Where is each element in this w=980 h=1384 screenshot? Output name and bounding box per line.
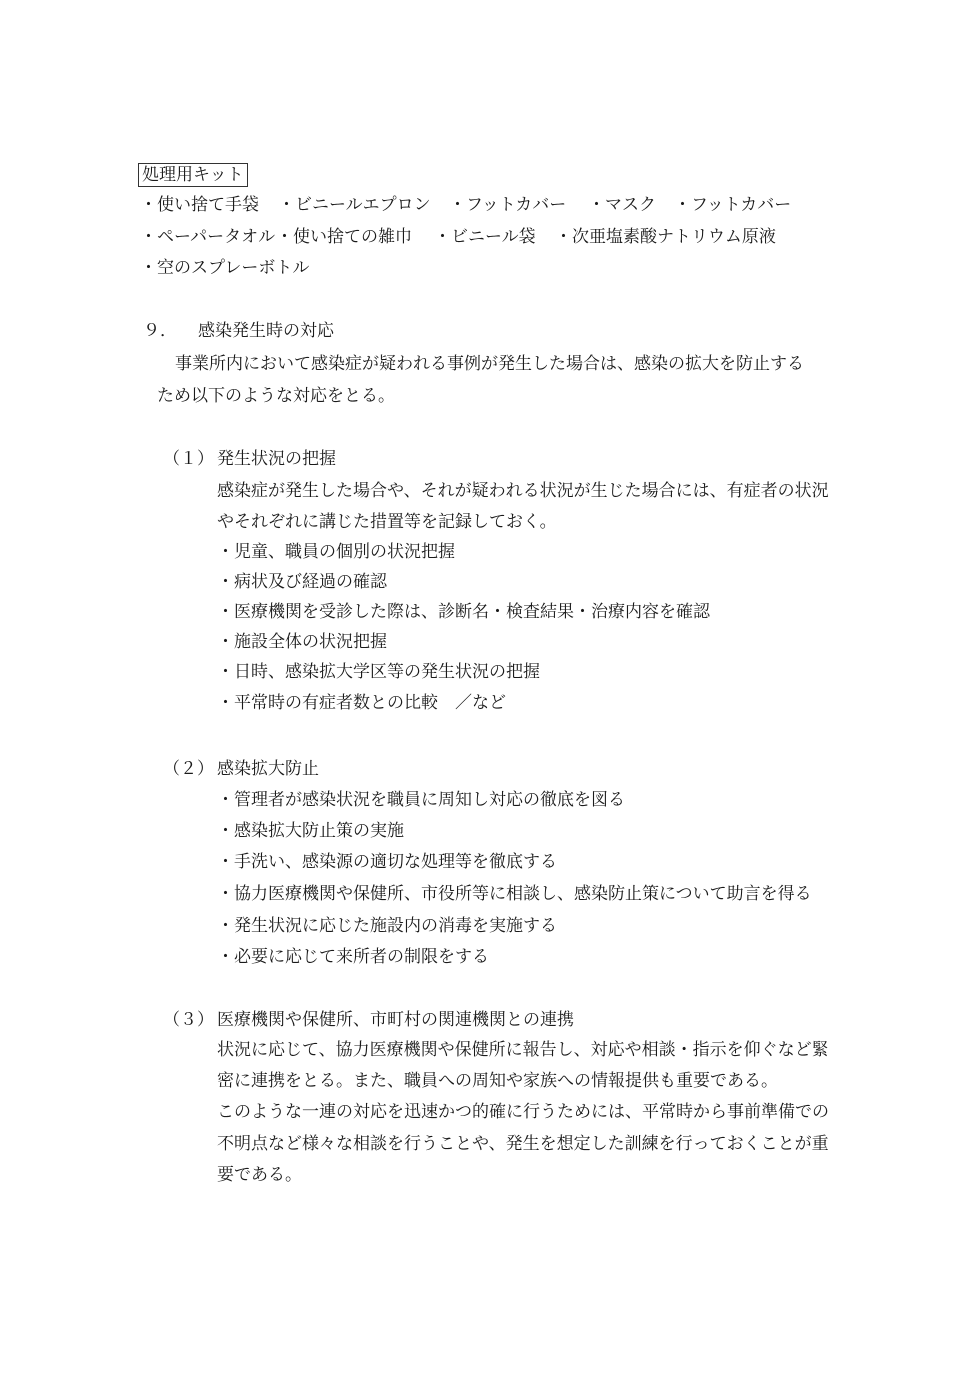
section-intro-line: 事業所内において感染症が疑われる事例が発生した場合は、感染の拡大を防止する	[175, 354, 804, 374]
subsection-number: （３）	[163, 1010, 214, 1030]
bullet-item: ・発生状況に応じた施設内の消毒を実施する	[217, 916, 557, 936]
bullet-item: ・日時、感染拡大学区等の発生状況の把握	[217, 662, 540, 682]
bullet-item: ・管理者が感染状況を職員に周知し対応の徹底を図る	[217, 790, 625, 810]
kit-item: ・ビニール袋	[434, 227, 536, 247]
section-number: ９．	[143, 321, 177, 341]
section-intro-line: ため以下のような対応をとる。	[157, 386, 395, 406]
bullet-item: ・必要に応じて来所者の制限をする	[217, 947, 489, 967]
bullet-item: ・感染拡大防止策の実施	[217, 821, 404, 841]
body-line: やそれぞれに講じた措置等を記録しておく。	[217, 512, 557, 532]
kit-item: ・使い捨て手袋	[140, 195, 259, 215]
body-line: 状況に応じて、協力医療機関や保健所に報告し、対応や相談・指示を仰ぐなど緊	[217, 1040, 829, 1060]
kit-item: ・ペーパータオル	[140, 227, 276, 247]
kit-item: ・次亜塩素酸ナトリウム原液	[555, 227, 776, 247]
section-title: 感染発生時の対応	[198, 321, 334, 341]
bullet-item: ・施設全体の状況把握	[217, 632, 387, 652]
bullet-item: ・病状及び経過の確認	[217, 572, 387, 592]
kit-item: ・フットカバー	[674, 195, 792, 215]
bullet-item: ・医療機関を受診した際は、診断名・検査結果・治療内容を確認	[217, 602, 710, 622]
kit-item: ・マスク	[588, 195, 656, 215]
body-line: 密に連携をとる。また、職員への周知や家族への情報提供も重要である。	[217, 1071, 778, 1091]
bullet-item: ・手洗い、感染源の適切な処理等を徹底する	[217, 852, 557, 872]
kit-item: ・空のスプレーボトル	[140, 258, 310, 278]
subsection-title: 医療機関や保健所、市町村の関連機関との連携	[217, 1010, 574, 1030]
bullet-item: ・平常時の有症者数との比較 ／など	[217, 693, 506, 713]
kit-title-box: 処理用キット	[138, 163, 248, 187]
subsection-number: （１）	[163, 449, 214, 469]
body-line: 不明点など様々な相談を行うことや、発生を想定した訓練を行っておくことが重	[217, 1134, 829, 1154]
bullet-item: ・協力医療機関や保健所、市役所等に相談し、感染防止策について助言を得る	[217, 884, 812, 904]
kit-item: ・使い捨ての雑巾	[276, 227, 412, 247]
kit-item: ・ビニールエプロン	[278, 195, 431, 215]
body-line: 要である。	[217, 1165, 302, 1185]
subsection-title: 発生状況の把握	[217, 449, 336, 469]
body-line: このような一連の対応を迅速かつ的確に行うためには、平常時から事前準備での	[217, 1102, 829, 1122]
subsection-number: （２）	[163, 759, 214, 779]
bullet-item: ・児童、職員の個別の状況把握	[217, 542, 455, 562]
subsection-title: 感染拡大防止	[217, 759, 319, 779]
body-line: 感染症が発生した場合や、それが疑われる状況が生じた場合には、有症者の状況	[217, 481, 829, 501]
kit-item: ・フットカバー	[449, 195, 567, 215]
